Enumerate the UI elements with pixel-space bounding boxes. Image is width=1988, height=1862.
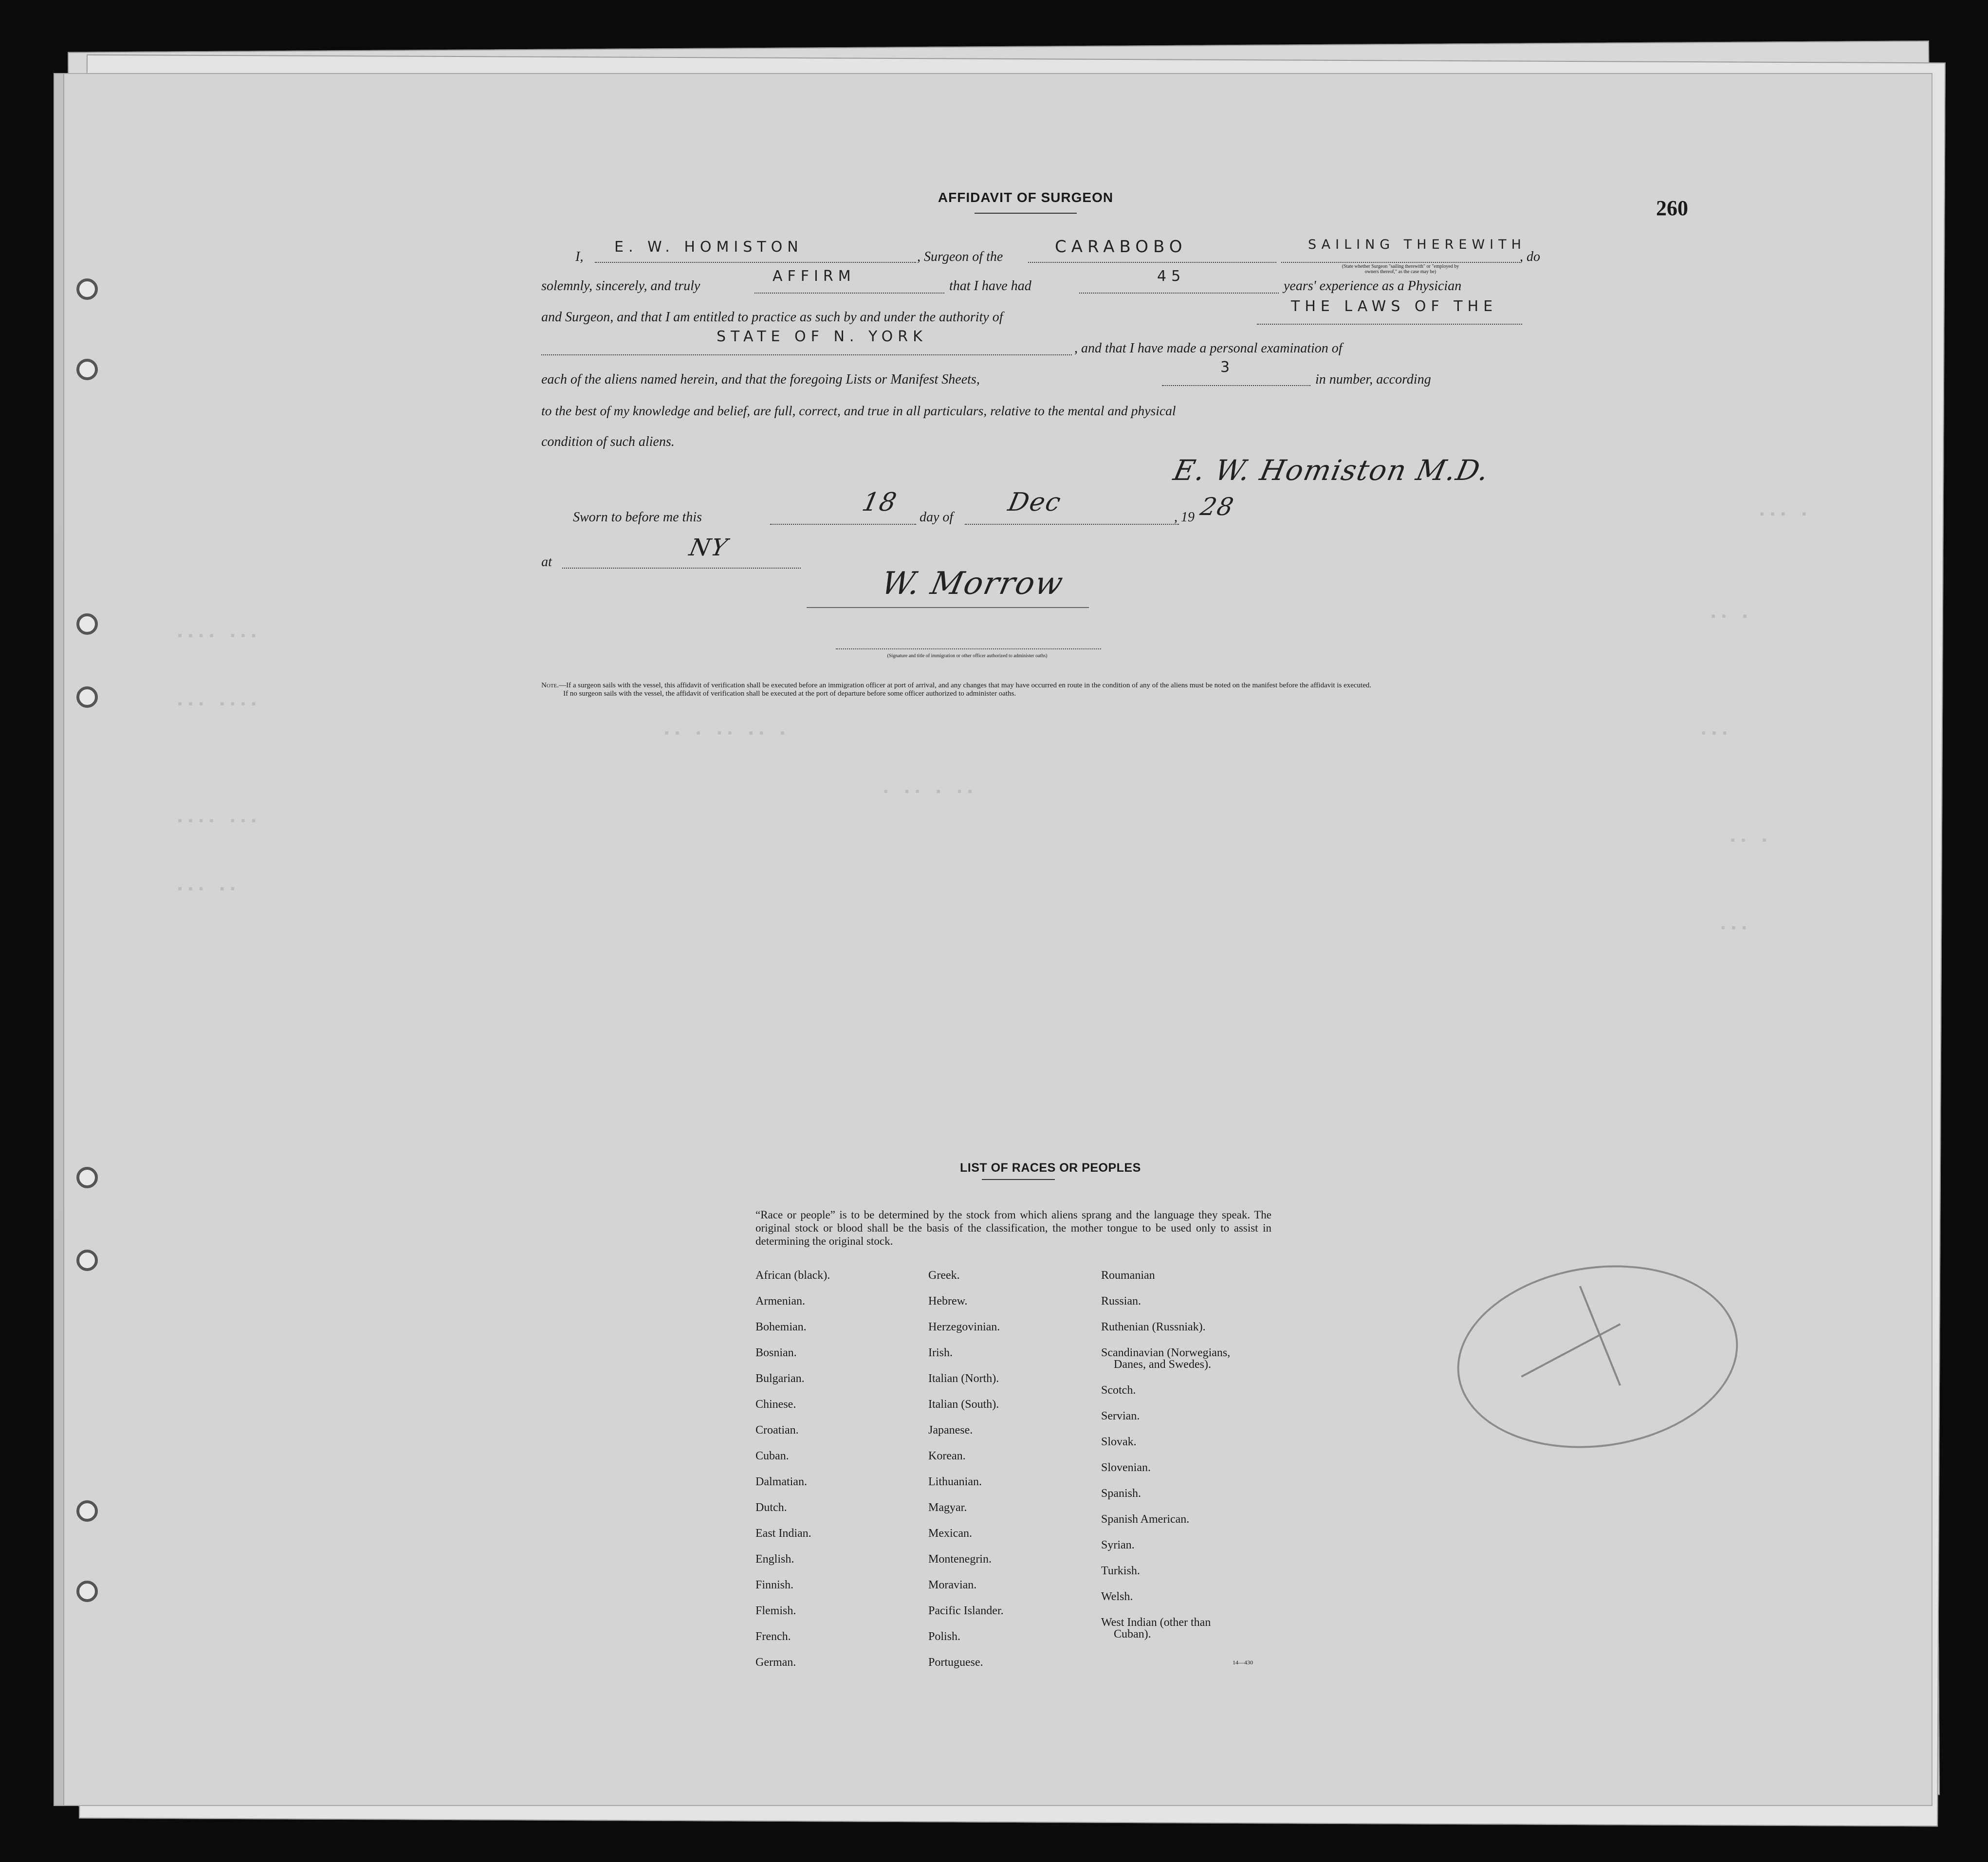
binder-hole	[76, 1250, 98, 1271]
binder-hole	[76, 359, 98, 380]
race-item: German.	[755, 1656, 796, 1669]
races-column-3	[1101, 1269, 1230, 1641]
years-value: 45	[1157, 268, 1186, 285]
race-item: Bosnian.	[755, 1346, 797, 1359]
binder-hole	[76, 613, 98, 635]
years-experience-label: years' experience as a Physician	[1284, 278, 1462, 294]
sworn-place: NY	[687, 534, 731, 561]
race-item: Cuban).	[1114, 1628, 1151, 1641]
do-label: , do	[1520, 249, 1540, 264]
page-number: 260	[1656, 196, 1688, 220]
examination-label: , and that I have made a personal examination of	[1074, 341, 1343, 356]
surgeon-signature: E. W. Homiston M.D.	[1170, 454, 1493, 487]
bleed-through-mark: ▪▪ ▪	[1710, 609, 1752, 624]
bleed-through-mark: ▪▪▪ ▪▪	[176, 882, 239, 897]
race-item: Hebrew.	[928, 1295, 968, 1308]
sworn-day: 18	[859, 488, 900, 517]
year-prefix: , 19	[1174, 510, 1195, 525]
bleed-through-mark: ▪▪▪▪ ▪▪▪	[176, 629, 260, 644]
race-item: English.	[755, 1553, 794, 1566]
binder-hole	[76, 278, 98, 300]
race-item: Scotch.	[1101, 1384, 1136, 1397]
race-item: Dalmatian.	[755, 1475, 807, 1488]
sheets-count: 3	[1220, 359, 1235, 376]
vessel-name: CARABOBO	[1055, 237, 1187, 257]
sheets-count-field	[1162, 368, 1310, 386]
practice-label: and Surgeon, and that I am entitled to practice as such by and under the authority of	[541, 310, 1003, 325]
race-item: Lithuanian.	[928, 1475, 982, 1488]
race-item: Roumanian	[1101, 1269, 1155, 1282]
race-item: Cuban.	[755, 1450, 789, 1462]
race-item: Syrian.	[1101, 1539, 1135, 1551]
surgeon-status: SAILING THEREWITH	[1308, 237, 1526, 252]
race-item: Dutch.	[755, 1501, 787, 1514]
race-item: Slovenian.	[1101, 1461, 1151, 1474]
race-item: East Indian.	[755, 1527, 811, 1540]
race-item: Montenegrin.	[928, 1553, 992, 1566]
binder-edge	[55, 74, 64, 1805]
condition-label: condition of such aliens.	[541, 434, 675, 449]
race-item: Ruthenian (Russniak).	[1101, 1321, 1206, 1333]
affirm-value: AFFIRM	[773, 268, 856, 285]
bleed-through-mark: ▪▪ ▪ ▪▪ ▪▪ ▪	[663, 726, 790, 741]
race-item: Russian.	[1101, 1295, 1141, 1308]
binder-hole	[76, 1500, 98, 1522]
day-of-label: day of	[920, 510, 954, 525]
race-item: Armenian.	[755, 1295, 805, 1308]
race-item: Irish.	[928, 1346, 953, 1359]
surgeon-of-label: , Surgeon of the	[917, 249, 1003, 264]
races-title: LIST OF RACES OR PEOPLES	[960, 1161, 1141, 1175]
race-item: Scandinavian (Norwegians,	[1101, 1346, 1231, 1359]
authority-line-2: STATE OF N. YORK	[717, 328, 927, 345]
race-item: Servian.	[1101, 1410, 1140, 1422]
race-item: Croatian.	[755, 1424, 799, 1437]
race-item: Moravian.	[928, 1579, 977, 1591]
affidavit-title: AFFIDAVIT OF SURGEON	[938, 190, 1114, 205]
race-item: Magyar.	[928, 1501, 967, 1514]
knowledge-label: to the best of my knowledge and belief, are full, correct, and true in all particulars, relative to the mental and physical	[541, 403, 1176, 418]
race-item: Japanese.	[928, 1424, 973, 1437]
race-item: Welsh.	[1101, 1590, 1133, 1603]
race-item: Mexican.	[928, 1527, 972, 1540]
binder-hole	[76, 1167, 98, 1188]
at-label: at	[541, 554, 552, 570]
that-i-have-had-label: that I have had	[949, 278, 1031, 294]
affidavit-note: Note.—If a surgeon sails with the vessel, this affidavit of verification shall be executed before an immigration officer at port of arrival, and any changes that may have occurred en route in the condition of any of the aliens must be noted on the manifest before the affidavit is executed. If no surgeon sails with the vessel, the affidavit of verification shall be executed at the port of departure before some officer authorized to administer oaths.	[541, 682, 1372, 698]
races-column-2	[928, 1269, 1004, 1669]
race-item: Korean.	[928, 1450, 966, 1462]
race-item: Spanish.	[1101, 1487, 1141, 1500]
officer-rule-1	[807, 607, 1089, 608]
sworn-month: Dec	[1005, 488, 1064, 517]
bleed-through-mark: ▪▪▪	[1719, 921, 1751, 936]
race-item: Chinese.	[755, 1398, 796, 1411]
sworn-year: 28	[1197, 493, 1237, 521]
pencil-oval-mark	[1445, 1248, 1750, 1465]
races-title-underline	[982, 1179, 1055, 1180]
title-underline	[975, 213, 1077, 214]
race-item: Polish.	[928, 1630, 961, 1643]
race-item: Bulgarian.	[755, 1372, 805, 1385]
race-item: Portuguese.	[928, 1656, 983, 1669]
form-number: 14—430	[1233, 1659, 1253, 1666]
aliens-label: each of the aliens named herein, and that the foregoing Lists or Manifest Sheets,	[541, 372, 980, 387]
i-label: I,	[575, 249, 584, 264]
bleed-through-mark: ▪▪▪ ▪▪▪▪	[176, 697, 260, 712]
officer-caption: (Signature and title of immigration or other officer authorized to administer oaths)	[887, 653, 1048, 659]
surgeon-name: E. W. HOMISTON	[614, 239, 803, 256]
bleed-through-mark: ▪▪ ▪	[1729, 833, 1771, 848]
in-number-label: in number, according	[1315, 372, 1431, 387]
race-item: Italian (South).	[928, 1398, 999, 1411]
bleed-through-mark: ▪▪▪▪ ▪▪▪	[176, 814, 260, 829]
solemnly-label: solemnly, sincerely, and truly	[541, 278, 700, 294]
status-note: (State whether Surgeon "sailing therewith" or "employed by owners thereof," as the case may be)	[1342, 264, 1459, 275]
races-column-1	[755, 1269, 830, 1669]
officer-rule-2	[836, 648, 1101, 649]
sworn-month-field	[965, 506, 1179, 525]
bleed-through-mark: ▪▪▪	[1700, 726, 1731, 741]
race-item: Flemish.	[755, 1604, 796, 1617]
binder-hole	[76, 686, 98, 708]
officer-signature: W. Morrow	[878, 566, 1067, 602]
race-item: Italian (North).	[928, 1372, 999, 1385]
race-item: Bohemian.	[755, 1321, 807, 1333]
race-item: Herzegovinian.	[928, 1321, 1000, 1333]
race-item: Pacific Islander.	[928, 1604, 1004, 1617]
race-item: Slovak.	[1101, 1436, 1137, 1448]
race-item: Greek.	[928, 1269, 960, 1282]
sworn-label: Sworn to before me this	[573, 510, 702, 525]
manifest-page	[54, 73, 1933, 1806]
races-intro: “Race or people” is to be determined by the stock from which aliens sprang and the language they speak. The original stock or blood shall be the basis of the classification, the mother tongue to be used only to assist in determining the original stock.	[755, 1209, 1271, 1247]
binder-hole	[76, 1581, 98, 1602]
race-item: Spanish American.	[1101, 1513, 1190, 1526]
race-item: Turkish.	[1101, 1565, 1140, 1577]
race-item: Danes, and Swedes).	[1114, 1358, 1211, 1371]
sworn-place-field	[562, 550, 801, 569]
authority-line-1: THE LAWS OF THE	[1291, 298, 1498, 315]
race-item: Finnish.	[755, 1579, 794, 1591]
race-item: French.	[755, 1630, 791, 1643]
race-item: West Indian (other than	[1101, 1616, 1211, 1629]
bleed-through-mark: ▪ ▪▪ ▪ ▪▪	[882, 785, 977, 799]
bleed-through-mark: ▪▪▪ ▪	[1758, 507, 1811, 522]
race-item: African (black).	[755, 1269, 830, 1282]
